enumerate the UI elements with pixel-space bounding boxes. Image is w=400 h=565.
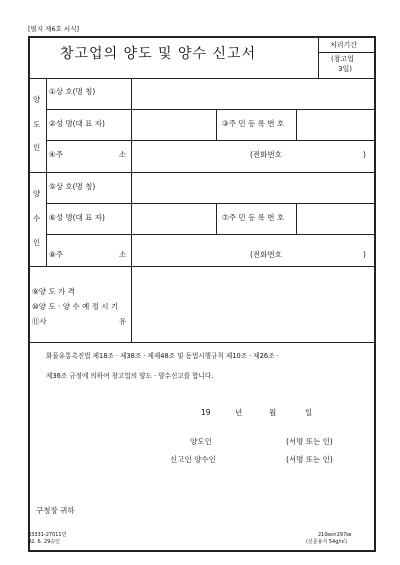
- transferor-address-label: ④주: [49, 150, 63, 159]
- transferor-side-char-3: 인: [33, 143, 41, 152]
- date-year-unit: 년: [235, 408, 243, 417]
- transferee-trade-name-field[interactable]: [133, 174, 374, 202]
- transferee-trade-name-label: ⑤상 호(명 칭): [49, 182, 96, 191]
- transferor-address-suffix: 소: [119, 150, 127, 159]
- footer-paper-type: (신문용지 54g/㎡): [306, 539, 348, 545]
- transferee-row1-line: [46, 203, 376, 204]
- date-day-unit: 일: [305, 408, 313, 417]
- transferor-side-char-1: 양: [33, 95, 41, 104]
- transferee-side-char-2: 수: [33, 214, 41, 223]
- transferor-signature-box[interactable]: (서명 또는 인): [286, 437, 333, 446]
- transferee-name-label: ⑥성 명(대 표 자): [49, 213, 105, 222]
- date-day-field[interactable]: [280, 405, 302, 419]
- transfer-price-label: ⑨양 도 가 격: [32, 287, 75, 296]
- transferor-label-divider: [131, 78, 132, 172]
- form-title: 창고업의 양도 및 양수 신고서: [60, 46, 257, 62]
- date-month-unit: 월: [269, 408, 277, 417]
- date-month-field[interactable]: [246, 405, 266, 419]
- transferor-phone-label: (전화번호: [250, 150, 282, 159]
- statement-line-1: 화물유통촉진법 제18조 · 제38조 · 제제48조 및 동법시행규칙 제10조 · 제26조 ·: [46, 352, 279, 360]
- title-bottom-line: [28, 78, 376, 79]
- transferee-name-divider: [216, 203, 217, 234]
- footer-approval-date: 92. 6. 29승인: [28, 539, 60, 545]
- reason-label: ⑪사: [32, 317, 47, 326]
- transferee-address-label: ⑧주: [49, 250, 63, 259]
- transferor-resident-no-label: ③주 민 등 록 번 호: [222, 119, 285, 128]
- transferee-side-char-1: 양: [33, 189, 41, 198]
- transferee-address-suffix: 소: [119, 250, 127, 259]
- date-year: 19: [201, 408, 211, 417]
- footer-paper-size: 210㎜×297㎜: [318, 532, 352, 538]
- transfer-price-field[interactable]: [133, 281, 374, 297]
- details-label-divider: [131, 266, 132, 342]
- details-bottom-line: [28, 342, 376, 343]
- recipient-label: 구청장 귀하: [36, 506, 75, 515]
- date-year-field[interactable]: [214, 405, 232, 419]
- statement-line-2: 제36조 규정에 의하여 창고업의 양도 · 양수신고를 합니다.: [46, 372, 214, 380]
- applicant-transferee-signature-label: 신고인 양수인: [170, 455, 216, 464]
- transferee-resident-divider: [296, 203, 297, 234]
- transferee-resident-no-label: ⑦주 민 등 록 번 호: [222, 213, 285, 222]
- transfer-date-label: ⑩양 도 · 양 수 예 정 시 기: [32, 302, 119, 311]
- processing-divider: [318, 36, 319, 78]
- transferee-signature-box[interactable]: (서명 또는 인): [286, 455, 333, 464]
- transferor-phone-close: ): [363, 150, 366, 159]
- transferor-trade-name-field[interactable]: [133, 80, 374, 108]
- transferor-resident-no-field[interactable]: [298, 111, 374, 139]
- processing-period-header: 처리기간: [330, 41, 358, 49]
- transferee-side-divider: [46, 172, 47, 266]
- transferee-side-char-3: 인: [33, 238, 41, 247]
- transferor-resident-divider: [296, 109, 297, 140]
- transferor-name-field[interactable]: [133, 111, 215, 139]
- footer-form-code: 33331-27011민: [28, 532, 67, 538]
- reason-label-suffix: 유: [119, 317, 127, 326]
- transferor-side-char-2: 도: [33, 120, 41, 129]
- transferor-name-divider: [216, 109, 217, 140]
- transferor-side-divider: [46, 78, 47, 172]
- reason-field[interactable]: [133, 315, 374, 331]
- transferor-signature-label: 양도인: [190, 437, 212, 446]
- transferor-row2-line: [46, 140, 376, 141]
- processing-period-line1: (창고업: [331, 55, 355, 63]
- transferee-address-field[interactable]: [133, 236, 374, 264]
- transfer-date-field[interactable]: [133, 298, 374, 314]
- transferee-name-field[interactable]: [133, 205, 215, 233]
- transferee-phone-label: (전화번호: [250, 250, 282, 259]
- transferee-resident-no-field[interactable]: [298, 205, 374, 233]
- transferor-name-label: ②성 명(대 표 자): [49, 119, 105, 128]
- form-number-label: [별지 제6호 서식]: [28, 25, 80, 33]
- transferor-address-field[interactable]: [133, 142, 374, 170]
- transferee-bottom-line: [28, 266, 376, 267]
- transferee-label-divider: [131, 172, 132, 266]
- processing-header-divider: [318, 52, 376, 53]
- transferor-row1-line: [46, 109, 376, 110]
- processing-period-line2: 3일): [338, 65, 352, 73]
- transferor-bottom-line: [28, 172, 376, 173]
- transferor-trade-name-label: ①상 호(명 칭): [49, 87, 96, 96]
- transferee-phone-close: ): [363, 250, 366, 259]
- transferee-row2-line: [46, 234, 376, 235]
